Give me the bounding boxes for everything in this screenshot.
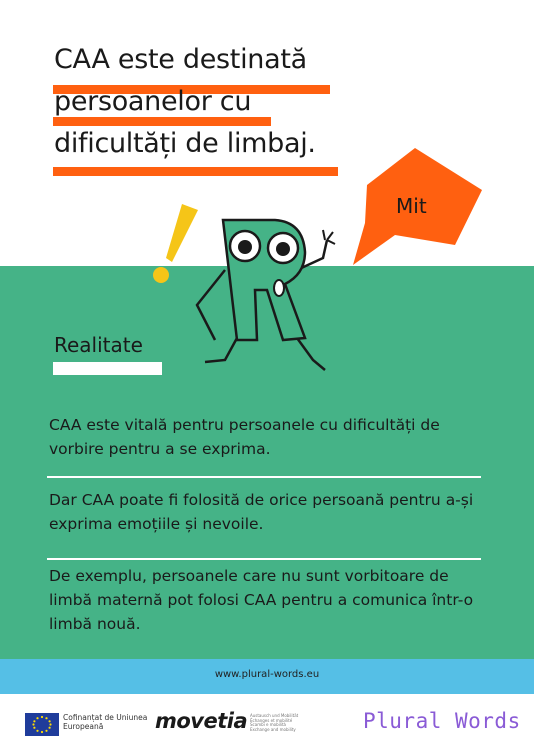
movetia-logo: movetia — [155, 709, 248, 733]
website-band — [0, 659, 534, 694]
speech-bubble-label: Mit — [396, 194, 427, 218]
reality-heading-bar — [53, 362, 162, 375]
website-link[interactable]: www.plural-words.eu — [214, 669, 320, 680]
plural-words-logo: Plural Words — [363, 709, 521, 733]
mascot-r-icon — [175, 210, 345, 380]
reality-paragraph-1: CAA este vitală pentru persoanele cu dificultăți de vorbire pentru a se exprima. — [49, 416, 440, 458]
eu-cofunded-label: Cofinanțat de Uniunea Europeană — [63, 713, 148, 731]
eu-flag-icon — [25, 713, 59, 736]
movetia-tagline: Austausch und Mobilität Échanges et mobilité Scambi e mobilità Exchange and mobility — [250, 713, 299, 732]
title-line-1: CAA este destinată — [54, 44, 307, 75]
title-underline-2 — [53, 117, 271, 126]
title-underline-3 — [53, 167, 338, 176]
divider-2 — [47, 558, 481, 560]
footer — [0, 694, 534, 748]
reality-heading: Realitate — [54, 333, 143, 357]
title-line-2: persoanelor cu — [54, 86, 252, 117]
title-line-3: dificultăți de limbaj. — [54, 128, 316, 159]
reality-paragraph-3: De exemplu, persoanele care nu sunt vorbitoare de limbă maternă pot folosi CAA pentru a comunica într-o limbă nouă. — [49, 567, 474, 633]
reality-paragraph-2: Dar CAA poate fi folosită de orice persoană pentru a-și exprima emoțiile și nevoile. — [49, 491, 474, 533]
divider-1 — [47, 476, 481, 478]
